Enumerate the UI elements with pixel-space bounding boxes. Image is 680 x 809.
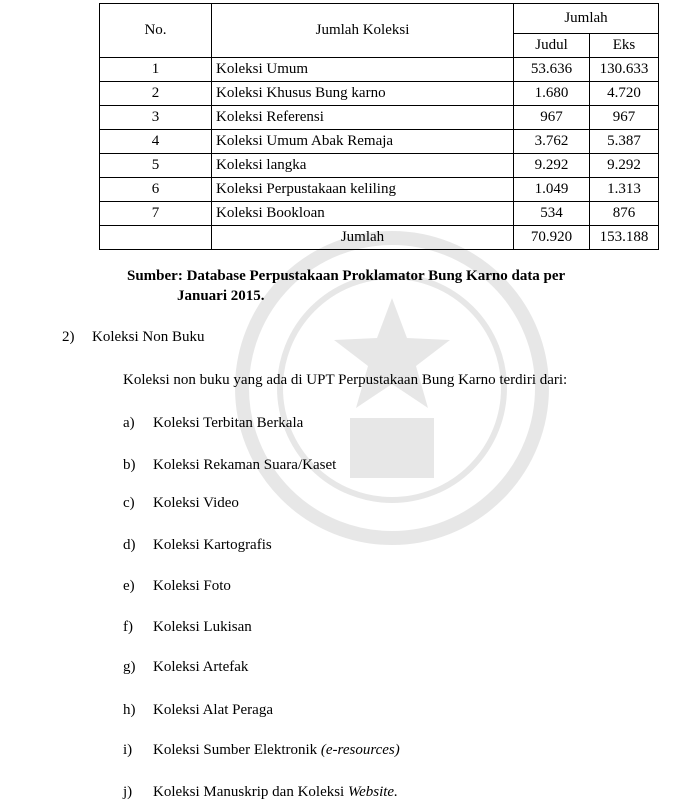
total-eks: 153.188: [590, 226, 659, 250]
row-no: 4: [100, 130, 212, 154]
list-item: [123, 535, 272, 555]
row-no: 7: [100, 202, 212, 226]
row-eks: 967: [590, 106, 659, 130]
list-marker: d): [123, 537, 136, 553]
list-text: Koleksi Terbitan Berkala: [153, 415, 304, 431]
list-marker: b): [123, 457, 136, 473]
col-header-eks: Eks: [590, 34, 659, 58]
row-name: Koleksi Umum: [212, 58, 514, 82]
row-no: 3: [100, 106, 212, 130]
section-intro: Koleksi non buku yang ada di UPT Perpustakaan Bung Karno terdiri dari:: [123, 372, 568, 388]
row-name: Koleksi Umum Abak Remaja: [212, 130, 514, 154]
section-heading: [62, 327, 205, 347]
source-line-2: Januari 2015.: [177, 288, 265, 304]
list-marker: e): [123, 578, 135, 594]
row-eks: 1.313: [590, 178, 659, 202]
collection-table: [99, 3, 659, 250]
list-item: [123, 413, 303, 433]
list-marker: g): [123, 659, 136, 675]
section-title: Koleksi Non Buku: [92, 329, 205, 345]
table-row: [100, 130, 659, 154]
list-text: Koleksi Video: [153, 495, 239, 511]
list-text: Koleksi Sumber Elektronik: [153, 742, 321, 758]
row-name: Koleksi langka: [212, 154, 514, 178]
list-text-italic: (e-resources): [320, 742, 400, 758]
row-judul: 1.049: [514, 178, 590, 202]
row-judul: 534: [514, 202, 590, 226]
list-text: Koleksi Lukisan: [153, 619, 252, 635]
list-marker: j): [123, 784, 133, 800]
col-header-no: No.: [100, 4, 212, 58]
table-row: [100, 178, 659, 202]
list-marker: h): [123, 702, 136, 718]
table-total-row: [100, 226, 659, 250]
list-text: Koleksi Foto: [153, 578, 231, 594]
section-number: 2): [62, 329, 75, 345]
list-marker: f): [123, 619, 133, 635]
row-eks: 4.720: [590, 82, 659, 106]
total-label: Jumlah: [212, 226, 514, 250]
col-header-jumlah-koleksi: Jumlah Koleksi: [212, 4, 514, 58]
list-text: Koleksi Kartografis: [153, 537, 272, 553]
table-row: [100, 82, 659, 106]
col-header-jumlah: Jumlah: [514, 4, 659, 34]
row-no: 1: [100, 58, 212, 82]
row-eks: 130.633: [590, 58, 659, 82]
list-item: [123, 700, 273, 720]
row-eks: 5.387: [590, 130, 659, 154]
list-marker: a): [123, 415, 135, 431]
row-judul: 9.292: [514, 154, 590, 178]
list-marker: c): [123, 495, 135, 511]
row-no: 2: [100, 82, 212, 106]
total-empty-cell: [100, 226, 212, 250]
table-row: [100, 154, 659, 178]
row-judul: 53.636: [514, 58, 590, 82]
row-name: Koleksi Khusus Bung karno: [212, 82, 514, 106]
row-eks: 9.292: [590, 154, 659, 178]
list-text: Koleksi Manuskrip dan Koleksi: [153, 784, 348, 800]
table-source-note: [127, 266, 667, 306]
row-eks: 876: [590, 202, 659, 226]
list-item: [123, 576, 231, 596]
table-row: [100, 58, 659, 82]
table-row: [100, 202, 659, 226]
list-item: [123, 740, 400, 760]
col-header-judul: Judul: [514, 34, 590, 58]
table-row: [100, 106, 659, 130]
row-no: 6: [100, 178, 212, 202]
list-text-italic: Website.: [347, 784, 398, 800]
row-judul: 967: [514, 106, 590, 130]
row-judul: 1.680: [514, 82, 590, 106]
source-line-1: Sumber: Database Perpustakaan Proklamator Bung Karno data per: [127, 268, 566, 284]
row-name: Koleksi Referensi: [212, 106, 514, 130]
list-text: Koleksi Alat Peraga: [153, 702, 273, 718]
row-judul: 3.762: [514, 130, 590, 154]
total-judul: 70.920: [514, 226, 590, 250]
row-name: Koleksi Bookloan: [212, 202, 514, 226]
list-item: [123, 657, 248, 677]
list-item: [123, 455, 336, 475]
list-item: [123, 782, 398, 802]
row-no: 5: [100, 154, 212, 178]
list-marker: i): [123, 742, 133, 758]
list-text: Koleksi Rekaman Suara/Kaset: [153, 457, 337, 473]
row-name: Koleksi Perpustakaan keliling: [212, 178, 514, 202]
list-text: Koleksi Artefak: [153, 659, 249, 675]
list-item: [123, 617, 252, 637]
list-item: [123, 493, 239, 513]
